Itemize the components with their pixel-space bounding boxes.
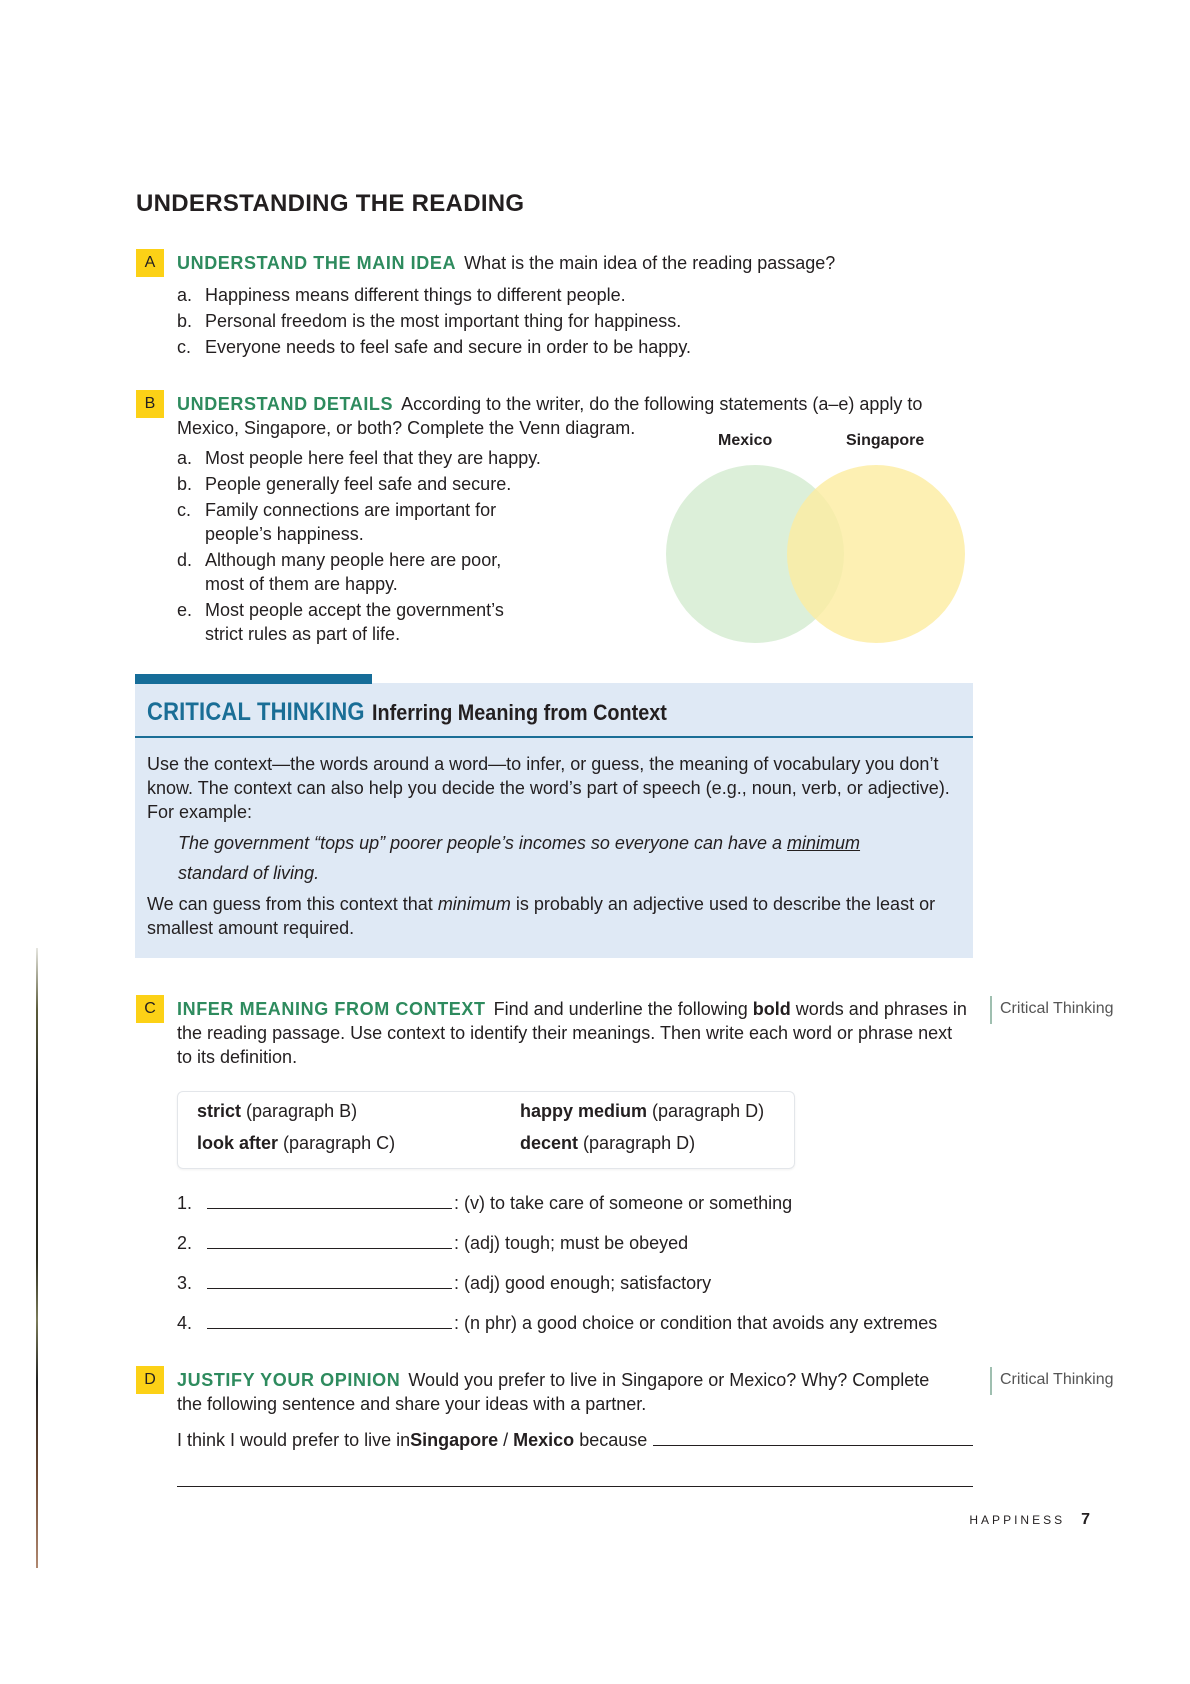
- critical-thinking-kicker: CRITICAL THINKING: [147, 698, 365, 726]
- option-singapore[interactable]: Singapore: [410, 1430, 499, 1450]
- task-a-title: UNDERSTAND THE MAIN IDEA: [177, 253, 457, 273]
- task-d-badge: D: [136, 1366, 164, 1394]
- venn-circle-singapore[interactable]: [787, 465, 965, 643]
- statement-d: d. Although many people here are poor, most of them are happy.: [177, 550, 502, 594]
- statement-b: b. People generally feel safe and secure.: [177, 474, 512, 494]
- option-mexico[interactable]: Mexico: [513, 1430, 575, 1450]
- answer-blank-2[interactable]: [207, 1230, 452, 1249]
- definition-row: 2. : (adj) tough; must be obeyed: [177, 1230, 688, 1254]
- option-b: b. Personal freedom is the most important thing for happiness.: [177, 311, 682, 331]
- critical-thinking-para1: Use the context—the words around a word—to infer, or guess, the meaning of vocabulary you don’t know. The context can also help you decide the word’s part of speech (e.g., noun, verb, or adjective). For example:: [147, 754, 950, 822]
- task-c-side-label: Critical Thinking: [990, 996, 1114, 1024]
- page-footer: [969, 1511, 1090, 1529]
- task-a-prompt: What is the main idea of the reading passage?: [464, 253, 836, 273]
- option-a: a. Happiness means different things to different people.: [177, 285, 626, 305]
- critical-thinking-rule: [135, 736, 973, 738]
- answer-line-1[interactable]: [653, 1429, 973, 1446]
- task-b-statements: [177, 446, 541, 646]
- venn-label-singapore: Singapore: [846, 432, 925, 449]
- section-title: UNDERSTANDING THE READING: [136, 190, 525, 217]
- answer-blank-1[interactable]: [207, 1190, 452, 1209]
- answer-line-2[interactable]: [177, 1486, 973, 1487]
- opinion-sentence: I think I would prefer to live in Singapore / Mexico because: [177, 1428, 973, 1452]
- task-b-title: UNDERSTAND DETAILS: [177, 394, 394, 414]
- vocab-item: strict (paragraph B): [197, 1101, 358, 1121]
- critical-thinking-para2: We can guess from this context that minimum is probably an adjective used to describe the least or smallest amount required.: [147, 894, 936, 938]
- definition-row: 1. : (v) to take care of someone or something: [177, 1190, 792, 1214]
- answer-blank-4[interactable]: [207, 1310, 452, 1329]
- task-d-title: JUSTIFY YOUR OPINION: [177, 1370, 401, 1390]
- task-a-badge: A: [136, 249, 164, 277]
- option-c: c. Everyone needs to feel safe and secure in order to be happy.: [177, 337, 691, 357]
- critical-thinking-example: The government “tops up” poorer people’s incomes so everyone can have a minimum standard of living.: [178, 833, 861, 883]
- task-d-side-label: Critical Thinking: [990, 1367, 1114, 1395]
- answer-blank-3[interactable]: [207, 1270, 452, 1289]
- task-b-heading: UNDERSTAND DETAILS According to the writer, do the following statements (a–e) apply to Mexico, Singapore, or both? Complete the Venn diagram.: [177, 394, 923, 438]
- venn-label-mexico: Mexico: [718, 432, 773, 449]
- statement-c: c. Family connections are important for people’s happiness.: [177, 500, 497, 544]
- task-b-badge: B: [136, 390, 164, 418]
- vocab-item: happy medium (paragraph D): [520, 1101, 765, 1121]
- example-underlined-word: minimum: [787, 833, 861, 853]
- page-number: 7: [1081, 1511, 1090, 1528]
- vocab-item: look after (paragraph C): [197, 1133, 396, 1153]
- critical-thinking-accent-bar: [135, 674, 372, 684]
- task-c-badge: C: [136, 995, 164, 1023]
- task-d-heading: JUSTIFY YOUR OPINION Would you prefer to live in Singapore or Mexico? Why? Complete the following sentence and share your ideas with a partner.: [177, 1370, 930, 1414]
- definition-row: 3. : (adj) good enough; satisfactory: [177, 1270, 711, 1294]
- task-a-options: [177, 282, 691, 360]
- vocab-box: [177, 1091, 795, 1169]
- definition-row: 4. : (n phr) a good choice or condition that avoids any extremes: [177, 1310, 937, 1334]
- task-c-title: INFER MEANING FROM CONTEXT: [177, 999, 486, 1019]
- critical-thinking-subtitle: Inferring Meaning from Context: [372, 700, 668, 725]
- task-a-heading: [177, 251, 835, 275]
- critical-thinking-header: [147, 698, 700, 727]
- footer-section: HAPPINESS: [969, 1513, 1066, 1527]
- critical-thinking-body: [147, 752, 962, 940]
- vocab-item: decent (paragraph D): [520, 1133, 696, 1153]
- page-edge-line: [36, 948, 38, 1568]
- statement-e: e. Most people accept the government’s strict rules as part of life.: [177, 600, 504, 644]
- task-b-prompt: According to the writer, do the following statements (a–e) apply to: [401, 394, 923, 414]
- task-c-heading: INFER MEANING FROM CONTEXT Find and underline the following bold words and phrases in the reading passage. Use context to identify their meanings. Then write each word or phrase next to its definition.: [177, 999, 967, 1067]
- statement-a: a. Most people here feel that they are happy.: [177, 448, 541, 468]
